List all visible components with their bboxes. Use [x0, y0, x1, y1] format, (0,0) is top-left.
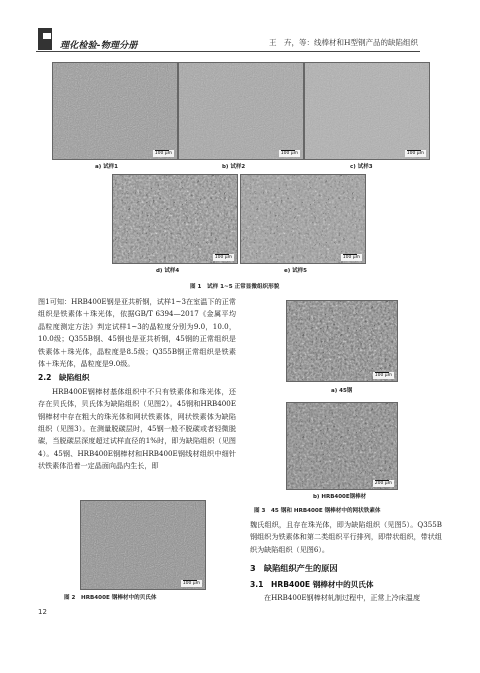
running-title: 王 卉，等：线棒材和H型钢产品的缺陷组织: [268, 38, 418, 47]
header-rule: [36, 51, 420, 52]
section-heading-2-2: 2.2 缺陷组织: [38, 373, 90, 383]
scale-bar: 100 μm: [280, 151, 298, 156]
page-number: 12: [38, 608, 47, 616]
scale-bar: 100 μm: [406, 151, 424, 156]
figure3-caption: 图 3 45 钢和 HRB400E 钢棒材中的网状铁素体: [254, 508, 381, 514]
scale-bar: 200 μm: [374, 481, 392, 486]
figure2-caption: 图 2 HRB400E 钢棒材中的贝氏体: [64, 595, 157, 601]
micrograph-sample2: [178, 62, 304, 160]
paragraph-bainite-cause: 在HRB400E钢棒材轧制过程中，正常上冷床温度: [264, 593, 421, 603]
paragraph-widmanstatten: 魏氏组织，且存在珠光体，即为缺陷组织（见图5）。Q355B钢组织为铁素体和第二类组织平行排列，即带状组织，带状组织为缺陷组织（见图6）。: [250, 520, 442, 554]
paragraph-grain-size: 图1可知：HRB400E钢是亚共析钢，试样1~3在室温下的正常组织是铁素体＋珠光体，依据GB/T 6394—2017《金属平均晶粒度测定方法》判定试样1~3的晶粒度分别为9.0，10.0，10.0级；Q355B钢、45钢也是亚共析钢，45钢的正常组织是铁素体＋珠光体，晶粒度是8.5级；Q355B钢正常组织是铁素体＋珠光体，晶粒度是9.0级。: [38, 297, 236, 369]
scale-bar: 100 μm: [374, 373, 392, 378]
panel-label: c) 试样3: [350, 164, 373, 170]
scale-bar: 100 μm: [154, 151, 172, 156]
micrograph-sample3: [304, 62, 430, 160]
micrograph-hrb400e-bar: [286, 402, 398, 490]
micrograph-bainite: [80, 500, 206, 590]
paragraph-defect-structures: HRB400E钢棒材基体组织中不只有铁素体和珠光体，还存在贝氏体，贝氏体为缺陷组织（见图2）。45钢和HRB400E钢棒材中存在粗大的珠光体和网状铁素体，网状铁素体为缺陷组织（见图3）。在测量脱碳层时，45钢一般不脱碳或者轻微脱碳，当脱碳层深度超过试样直径的1%时，即为缺陷组织（见图4）。45钢、HRB400E钢棒材和HRB400E钢线材组织中细针状铁素体沿着一定晶面向晶内生长，即: [38, 386, 236, 471]
micrograph-sample4: [112, 174, 238, 264]
section-heading-3: 3 缺陷组织产生的原因: [250, 563, 338, 574]
scale-bar: 100 μm: [342, 255, 360, 260]
figure1-caption: 图 1 试样 1~5 正常显微组织形貌: [190, 284, 280, 290]
panel-label: b) 试样2: [222, 164, 246, 170]
panel-label: d) 试样4: [156, 268, 180, 274]
panel-label: a) 试样1: [95, 164, 118, 170]
micrograph-sample1: [52, 62, 178, 160]
panel-label: e) 试样5: [284, 268, 307, 274]
scale-bar: 100 μm: [182, 581, 200, 586]
section-heading-3-1: 3.1 HRB400E 钢棒材中的贝氏体: [250, 579, 374, 589]
micrograph-sample5: [240, 174, 366, 264]
left-column: [38, 296, 236, 473]
scale-bar: 100 μm: [214, 255, 232, 260]
micrograph-45-steel: [286, 300, 398, 382]
panel-label: a) 45钢: [331, 388, 353, 394]
right-column: [250, 519, 442, 604]
panel-label: b) HRB400E钢棒材: [313, 494, 367, 500]
journal-brand: 理化检验-物理分册: [60, 41, 138, 51]
